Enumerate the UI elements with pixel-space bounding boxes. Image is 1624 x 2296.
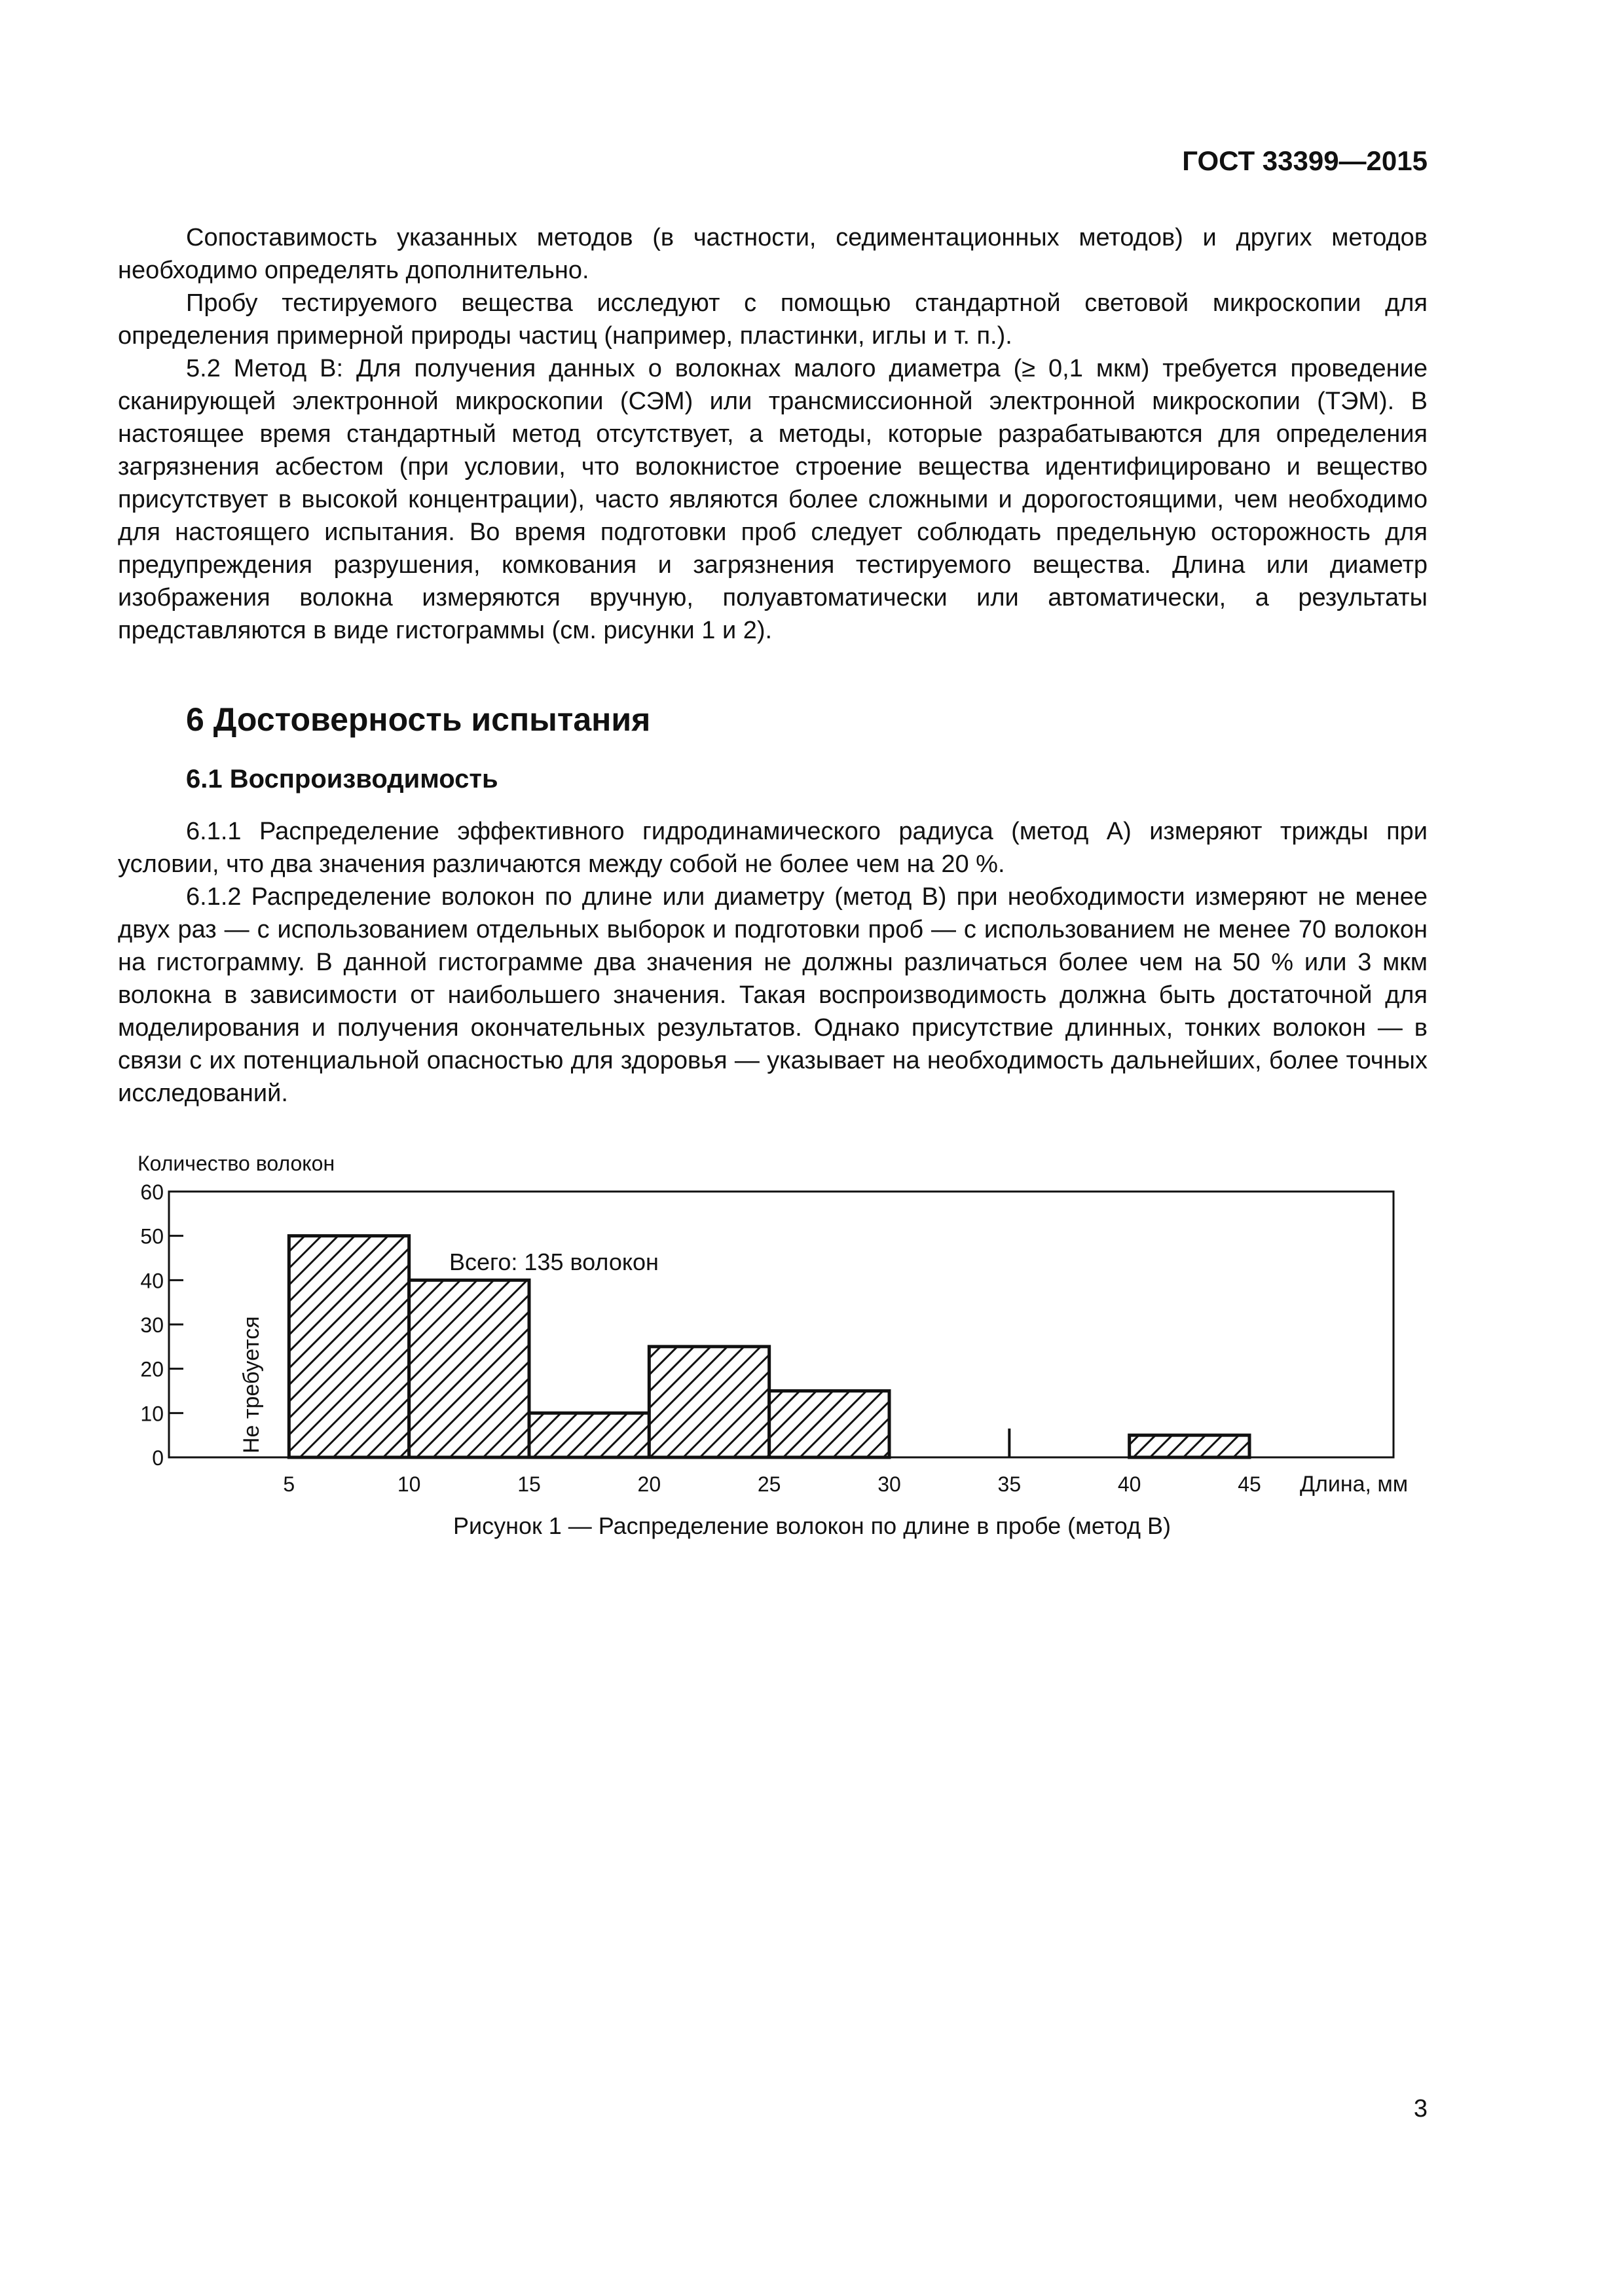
figure-caption: Рисунок 1 — Распределение волокон по длине в пробе (метод В) [452, 1512, 1172, 1539]
document-id: ГОСТ 33399—2015 [1182, 145, 1428, 176]
y-tick-label: 50 [140, 1224, 164, 1248]
paragraph: Пробу тестируемого вещества исследуют с помощью стандартной световой микроскопии для определения примерной природы частиц (например, пластинки, иглы и т. п.). [118, 289, 1428, 350]
paragraph: 6.1.2 Распределение волокон по длине или диаметру (метод В) при необходимости измеряют не менее двух раз — с использованием отдельных выборок и подготовки проб — с использованием не менее 70 волокон на гистограмму. В данной гистограмме два значения не должны различаться более чем на 50 % или 3 мкм волокна в зависимости от наибольшего значения. Такая воспроизводимость должна быть достаточной для моделирования и получения окончательных результатов. Однако присутствие длинных, тонких волокон — в связи с их потенциальной опасностью для здоровья — указывает на необходимость дальнейших, более точных исследований. [118, 883, 1428, 1107]
y-tick-label: 0 [152, 1446, 164, 1470]
histogram-bar [289, 1236, 409, 1457]
x-axis-label: Длина, мм [1300, 1472, 1409, 1497]
y-tick-label: 10 [140, 1402, 164, 1426]
section-heading: 6 Достоверность испытания [186, 701, 651, 738]
histogram-chart [0, 1139, 1624, 1506]
y-tick-label: 30 [140, 1313, 164, 1337]
x-tick-label: 20 [637, 1472, 661, 1496]
x-tick-label: 5 [283, 1472, 295, 1496]
bars [289, 1236, 1249, 1457]
histogram-bar [1130, 1435, 1249, 1457]
page-number: 3 [1413, 2095, 1428, 2123]
x-tick-label: 30 [877, 1472, 901, 1496]
total-annotation: Всего: 135 волокон [449, 1248, 659, 1275]
not-required-label: Не требуется [239, 1316, 264, 1453]
y-tick-label: 20 [140, 1357, 164, 1381]
paragraph: 6.1.1 Распределение эффективного гидродинамического радиуса (метод А) измеряют трижды при условии, что два значения различаются между собой не более чем на 20 %. [118, 818, 1428, 878]
histogram-bar [529, 1413, 649, 1457]
paragraph: 5.2 Метод В: Для получения данных о волокнах малого диаметра (≥ 0,1 мкм) требуется проведение сканирующей электронной микроскопии (СЭМ) или трансмиссионной электронной микроскопии (ТЭМ). В настоящее время стандартный метод отсутствует, а методы, которые разрабатываются для определения загрязнения асбестом (при условии, что волокнистое строение вещества идентифицировано и вещество присутствует в высокой концентрации), часто являются более сложными и дорогостоящими, чем необходимо для настоящего испытания. Во время подготовки проб следует соблюдать предельную осторожность для предупреждения разрушения, комкования и загрязнения тестируемого вещества. Длина или диаметр изображения волокна измеряются вручную, полуавтоматически или автоматически, а результаты представляются в виде гистограммы (см. рисунки 1 и 2). [118, 355, 1428, 644]
section-text [118, 815, 1428, 1110]
intro-text [118, 221, 1428, 647]
x-tick-label: 10 [397, 1472, 421, 1496]
x-tick-label: 35 [997, 1472, 1022, 1496]
x-tick-label: 15 [517, 1472, 541, 1496]
subsection-heading: 6.1 Воспроизводимость [186, 765, 498, 793]
paragraph: Сопоставимость указанных методов (в частности, седиментационных методов) и других методов необходимо определять дополнительно. [118, 224, 1428, 284]
y-tick-label: 40 [140, 1269, 164, 1293]
x-tick-label: 25 [757, 1472, 781, 1496]
histogram-bar [769, 1391, 889, 1458]
y-axis-label: Количество волокон [138, 1152, 335, 1175]
histogram-bar [409, 1280, 529, 1457]
y-tick-label: 60 [140, 1180, 164, 1204]
x-tick-label: 40 [1117, 1472, 1141, 1496]
x-tick-label: 45 [1238, 1472, 1261, 1496]
histogram-bar [649, 1347, 769, 1457]
